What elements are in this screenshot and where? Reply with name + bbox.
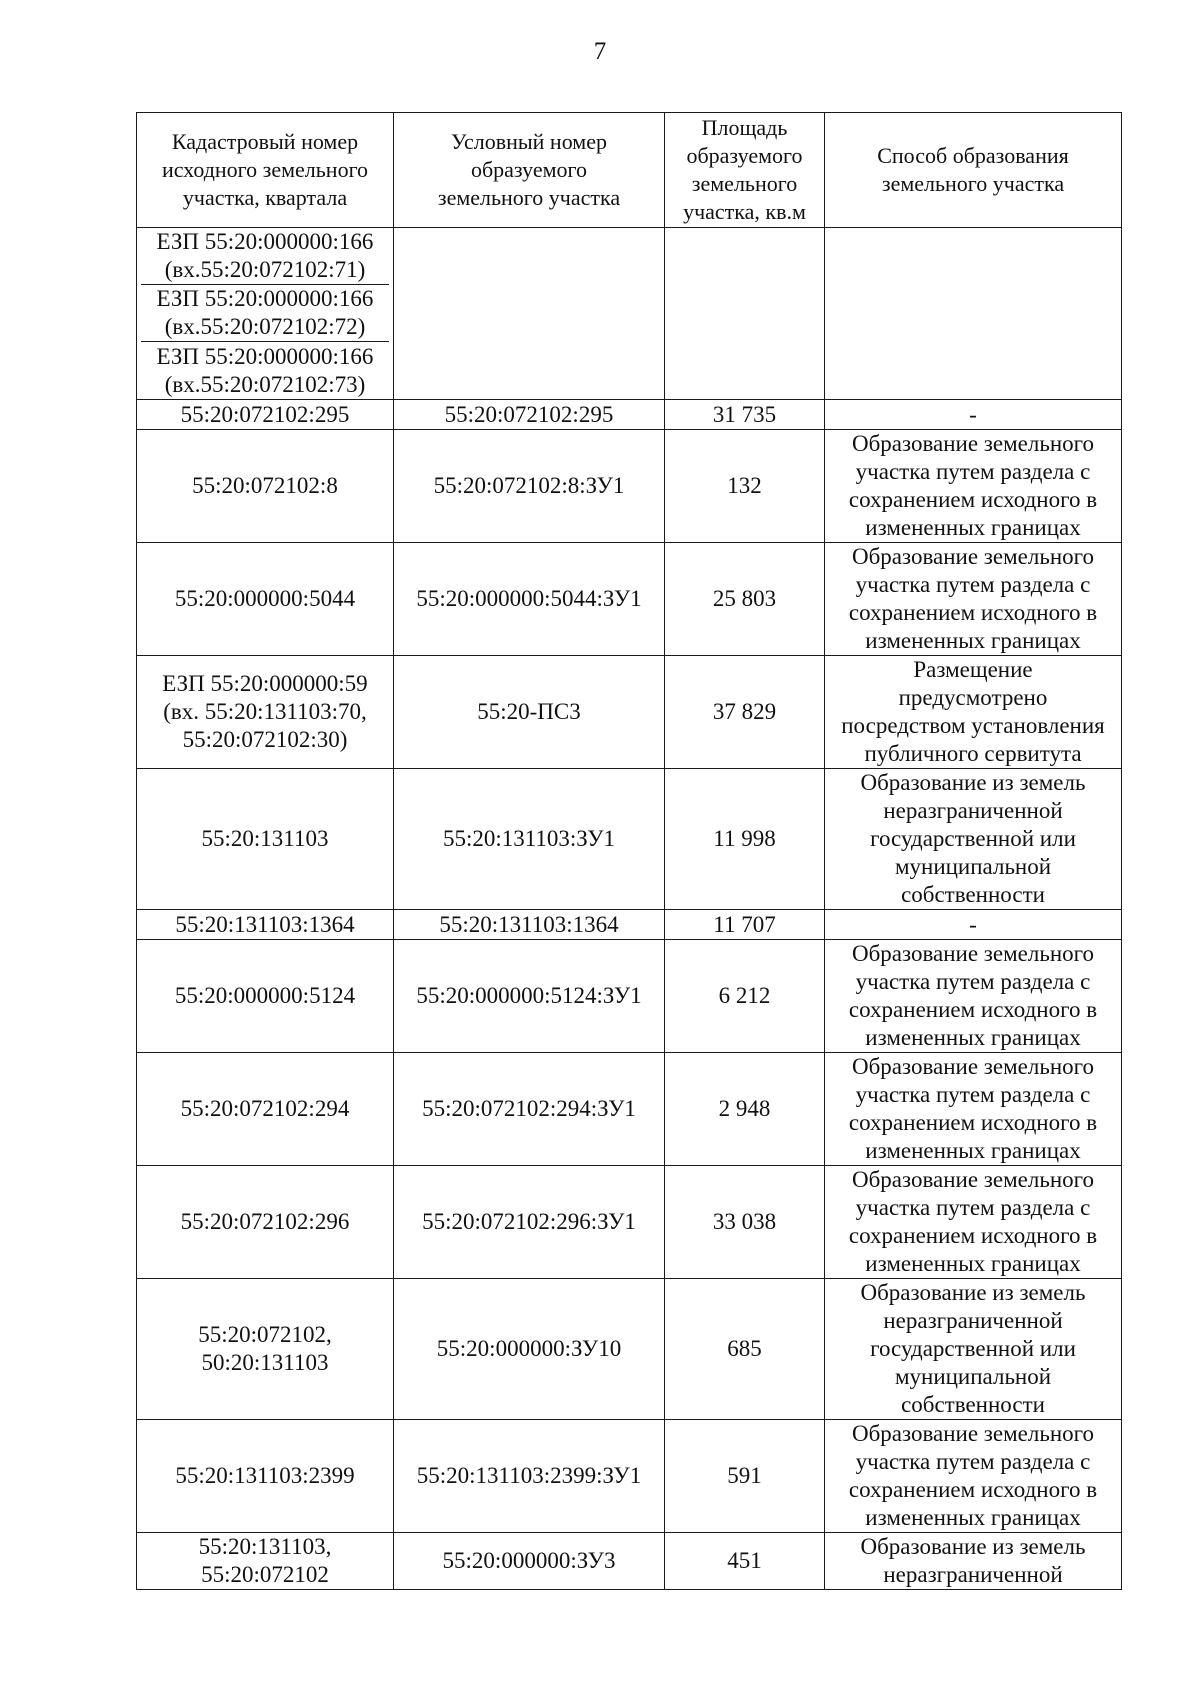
table-header-row <box>137 113 1122 228</box>
conditional-cell: 55:20:131103:ЗУ1 <box>394 769 665 910</box>
table-row <box>137 769 1122 910</box>
conditional-cell <box>394 228 665 400</box>
method-cell: Образование из земель неразграниченной государственной или муниципальной собственности <box>825 1279 1122 1420</box>
source-cell-group <box>137 228 394 400</box>
method-cell: - <box>825 400 1122 430</box>
area-cell <box>665 228 825 400</box>
method-cell: Образование земельного участка путем раздела с сохранением исходного в измененных границах <box>825 940 1122 1053</box>
table-row <box>137 1053 1122 1166</box>
area-cell: 33 038 <box>665 1166 825 1279</box>
conditional-cell: 55:20:072102:8:ЗУ1 <box>394 430 665 543</box>
conditional-cell: 55:20:000000:ЗУ3 <box>394 1533 665 1590</box>
source-cell: 55:20:072102:294 <box>137 1053 394 1166</box>
table-row <box>137 1533 1122 1590</box>
table-row <box>137 1166 1122 1279</box>
conditional-cell: 55:20:000000:5124:ЗУ1 <box>394 940 665 1053</box>
method-cell: Образование земельного участка путем раздела с сохранением исходного в измененных границах <box>825 1053 1122 1166</box>
area-cell: 2 948 <box>665 1053 825 1166</box>
source-cell: 55:20:072102:295 <box>137 400 394 430</box>
conditional-cell: 55:20:072102:296:ЗУ1 <box>394 1166 665 1279</box>
source-cell: 55:20:072102:296 <box>137 1166 394 1279</box>
method-cell: Размещение предусмотрено посредством установления публичного сервитута <box>825 656 1122 769</box>
area-cell: 6 212 <box>665 940 825 1053</box>
conditional-cell: 55:20:131103:2399:ЗУ1 <box>394 1420 665 1533</box>
conditional-cell: 55:20:000000:5044:ЗУ1 <box>394 543 665 656</box>
method-cell: - <box>825 910 1122 940</box>
method-cell: Образование из земель неразграниченной <box>825 1533 1122 1590</box>
method-cell: Образование земельного участка путем раздела с сохранением исходного в измененных границах <box>825 430 1122 543</box>
conditional-cell: 55:20-ПС3 <box>394 656 665 769</box>
area-cell: 451 <box>665 1533 825 1590</box>
table-row <box>137 228 1122 400</box>
table-row <box>137 940 1122 1053</box>
conditional-cell: 55:20:072102:295 <box>394 400 665 430</box>
header-cadastral-number: Кадастровый номер исходного земельного участка, квартала <box>137 113 394 228</box>
table-row <box>137 1420 1122 1533</box>
area-cell: 591 <box>665 1420 825 1533</box>
area-cell: 25 803 <box>665 543 825 656</box>
source-cell: 55:20:072102, 50:20:131103 <box>137 1279 394 1420</box>
area-cell: 11 707 <box>665 910 825 940</box>
method-cell: Образование земельного участка путем раздела с сохранением исходного в измененных границах <box>825 543 1122 656</box>
page-number: 7 <box>593 38 607 65</box>
method-cell <box>825 228 1122 400</box>
conditional-cell: 55:20:000000:ЗУ10 <box>394 1279 665 1420</box>
source-subcell: ЕЗП 55:20:000000:166 (вх.55:20:072102:72) <box>141 285 389 342</box>
conditional-cell: 55:20:072102:294:ЗУ1 <box>394 1053 665 1166</box>
table-row <box>137 656 1122 769</box>
area-cell: 685 <box>665 1279 825 1420</box>
source-cell: ЕЗП 55:20:000000:59 (вх. 55:20:131103:70, 55:20:072102:30) <box>137 656 394 769</box>
source-cell: 55:20:131103:1364 <box>137 910 394 940</box>
area-cell: 31 735 <box>665 400 825 430</box>
source-subcell: ЕЗП 55:20:000000:166 (вх.55:20:072102:71) <box>141 228 389 285</box>
table-row <box>137 543 1122 656</box>
header-formation-method: Способ образования земельного участка <box>825 113 1122 228</box>
conditional-cell: 55:20:131103:1364 <box>394 910 665 940</box>
area-cell: 132 <box>665 430 825 543</box>
source-cell: 55:20:131103 <box>137 769 394 910</box>
table-row <box>137 1279 1122 1420</box>
table-row <box>137 430 1122 543</box>
source-cell: 55:20:131103, 55:20:072102 <box>137 1533 394 1590</box>
area-cell: 37 829 <box>665 656 825 769</box>
method-cell: Образование земельного участка путем раздела с сохранением исходного в измененных границах <box>825 1166 1122 1279</box>
header-conditional-number: Условный номер образуемого земельного участка <box>394 113 665 228</box>
method-cell: Образование земельного участка путем раздела с сохранением исходного в измененных границах <box>825 1420 1122 1533</box>
source-cell: 55:20:072102:8 <box>137 430 394 543</box>
table-row <box>137 400 1122 430</box>
header-area: Площадь образуемого земельного участка, кв.м <box>665 113 825 228</box>
table-row <box>137 910 1122 940</box>
source-subcell: ЕЗП 55:20:000000:166 (вх.55:20:072102:73) <box>156 343 374 397</box>
method-cell: Образование из земель неразграниченной государственной или муниципальной собственности <box>825 769 1122 910</box>
source-cell: 55:20:000000:5044 <box>137 543 394 656</box>
area-cell: 11 998 <box>665 769 825 910</box>
source-cell: 55:20:000000:5124 <box>137 940 394 1053</box>
source-cell: 55:20:131103:2399 <box>137 1420 394 1533</box>
land-plots-table <box>136 112 1122 1590</box>
